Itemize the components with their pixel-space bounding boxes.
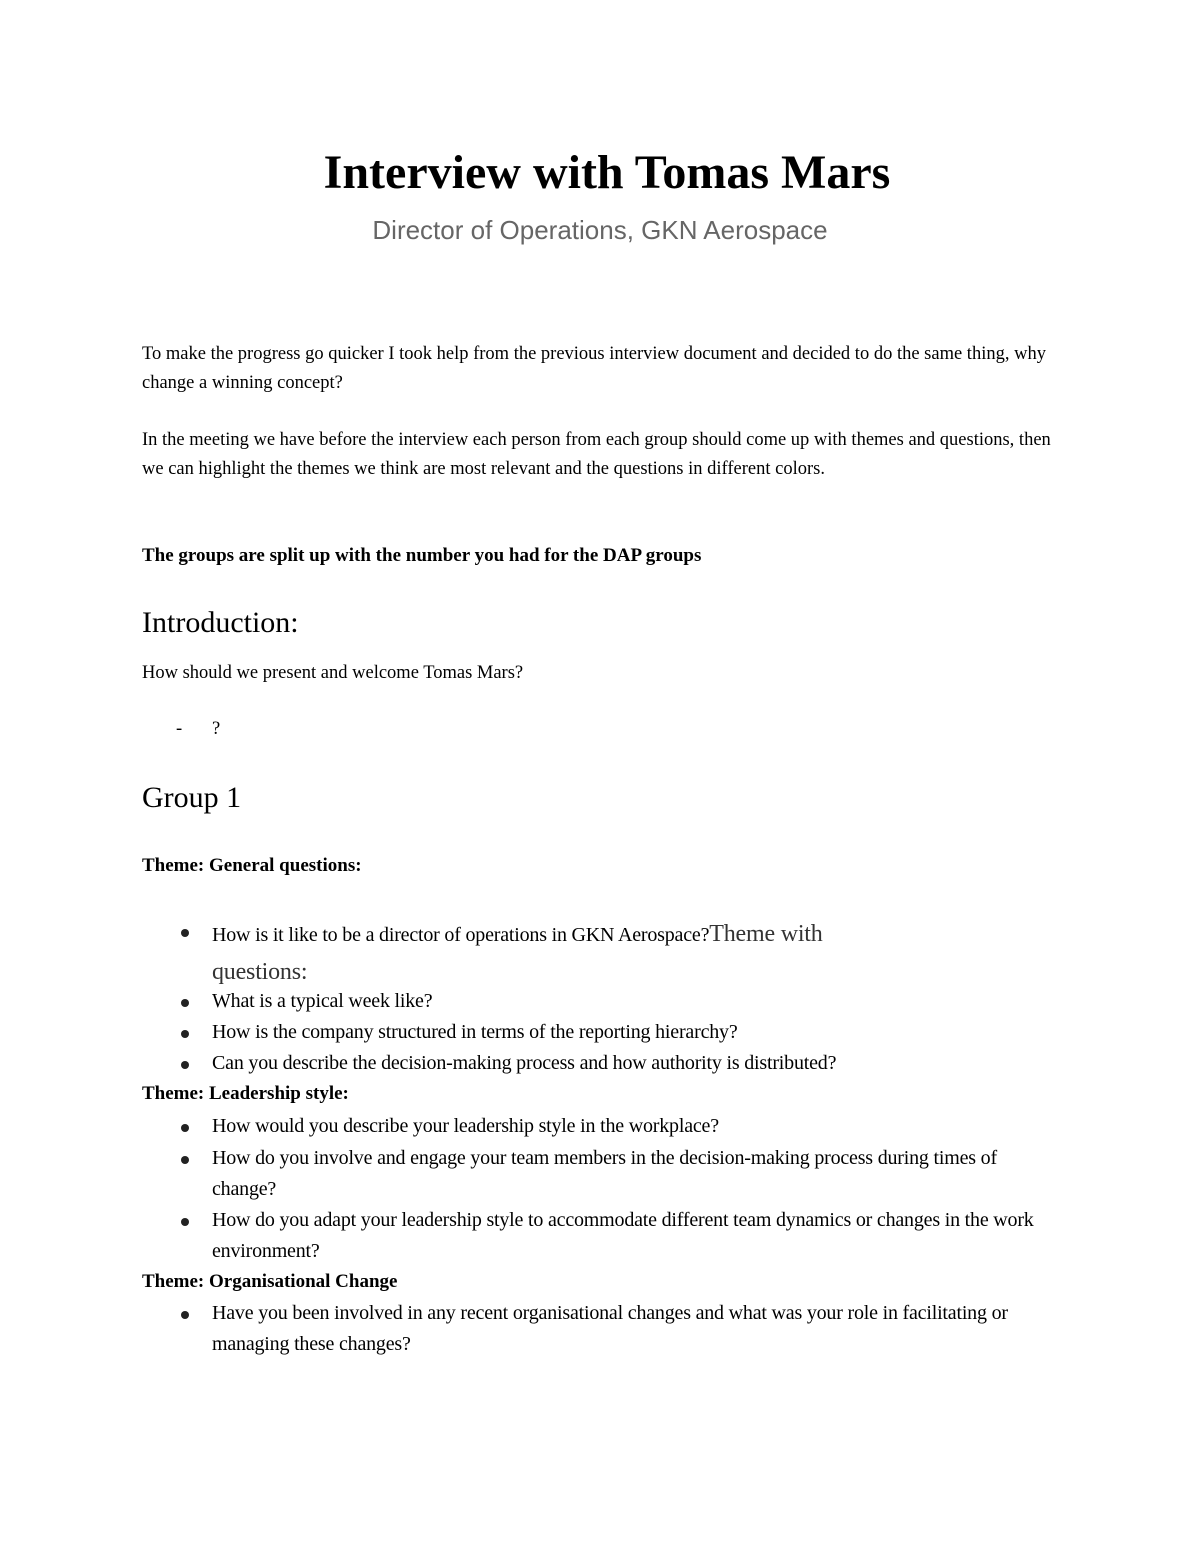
introduction-question: How should we present and welcome Tomas Mars? xyxy=(142,663,524,683)
stray-theme-text: questions: xyxy=(212,959,308,985)
document-subtitle: Director of Operations, GKN Aerospace xyxy=(372,215,828,245)
intro-paragraph-2: In the meeting we have before the interview each person from each group should come up with themes and questions, then we can highlight the themes we think are most relevant and the questions in different colors. xyxy=(142,430,1051,479)
dash-marker: - xyxy=(176,719,183,739)
theme-organisational-change: Theme: Organisational Change xyxy=(142,1271,398,1292)
group1-heading: Group 1 xyxy=(142,781,242,814)
list-item: Have you been involved in any recent organisational changes and what was your role in facilitating or managing these changes? xyxy=(212,1298,1052,1360)
list-item: What is a typical week like? xyxy=(212,986,1052,1017)
list-item xyxy=(212,916,1052,992)
document-title: Interview with Tomas Mars xyxy=(323,146,891,199)
list-item: How do you adapt your leadership style to accommodate different team dynamics or changes in the work environment? xyxy=(212,1205,1052,1267)
list-item: Can you describe the decision-making process and how authority is distributed? xyxy=(212,1048,1052,1079)
list-item: How would you describe your leadership style in the workplace? xyxy=(212,1111,1052,1142)
intro-paragraph-1: To make the progress go quicker I took help from the previous interview document and decided to do the same thing, why change a winning concept? xyxy=(142,344,1046,393)
introduction-answer: ? xyxy=(212,719,221,739)
theme-leadership-style: Theme: Leadership style: xyxy=(142,1083,349,1104)
list-item: How do you involve and engage your team members in the decision-making process during times of change? xyxy=(212,1143,1052,1205)
list-item: How is the company structured in terms of the reporting hierarchy? xyxy=(212,1017,1052,1048)
stray-theme-text: Theme with xyxy=(709,921,823,947)
introduction-heading: Introduction: xyxy=(142,606,299,639)
groups-note: The groups are split up with the number you had for the DAP groups xyxy=(142,545,702,566)
theme-general-questions: Theme: General questions: xyxy=(142,855,362,876)
question-text: How is it like to be a director of operations in GKN Aerospace? xyxy=(212,924,710,946)
